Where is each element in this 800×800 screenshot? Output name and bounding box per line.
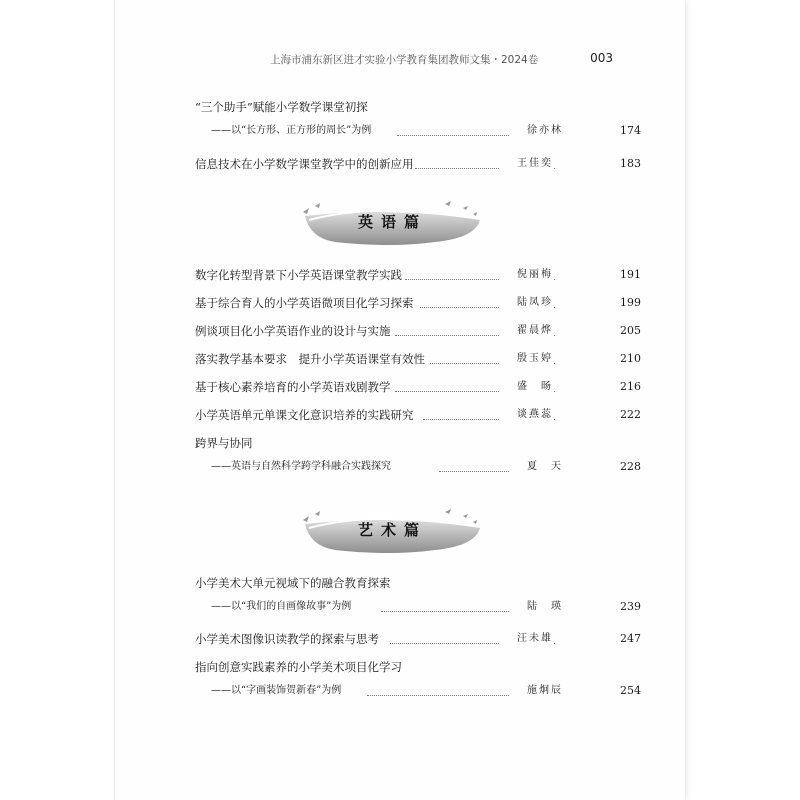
toc-author: 汪未雄 (499, 630, 553, 648)
toc-page: 247 (620, 632, 641, 645)
toc-page: 222 (620, 408, 641, 421)
toc-author: 翟晨烨 (499, 322, 553, 340)
toc-subtitle: ——以“长方形、正方形的周长”为例 (211, 122, 373, 140)
toc-entry (195, 98, 615, 116)
toc-subtitle: ——英语与自然科学跨学科融合实践探究 (211, 458, 393, 476)
toc-page: 210 (620, 352, 641, 365)
toc-page: 191 (620, 268, 641, 281)
header-page-number: 003 (590, 51, 613, 65)
toc-title: 例谈项目化小学英语作业的设计与实施 (195, 324, 391, 338)
toc-entry (211, 598, 641, 616)
toc-title: 信息技术在小学数学课堂教学中的创新应用 (195, 157, 414, 171)
toc-title: 基于核心素养培育的小学英语戏剧教学 (195, 380, 391, 394)
toc-entry (195, 630, 641, 648)
toc-title: 跨界与协同 (195, 436, 253, 450)
table-of-contents (115, 0, 685, 800)
header-title: 上海市浦东新区进才实验小学教育集团教师文集・2024卷 (270, 54, 539, 66)
toc-entry (195, 350, 641, 368)
toc-author: 殷玉婷 (499, 350, 553, 368)
toc-entry (211, 122, 641, 140)
section-banner-art (295, 506, 490, 556)
toc-author: 陆凤珍 (499, 294, 553, 312)
toc-page: 199 (620, 296, 641, 309)
toc-author: 盛 旸 (499, 378, 553, 396)
toc-author: 陆 瑛 (509, 598, 563, 616)
toc-entry (211, 458, 641, 476)
toc-title: 小学英语单元单课文化意识培养的实践研究 (195, 408, 414, 422)
toc-entry (195, 155, 641, 173)
toc-page: 239 (620, 600, 641, 613)
toc-title: 数字化转型背景下小学英语课堂教学实践 (195, 268, 402, 282)
section-title: 艺术篇 (357, 521, 427, 539)
section-banner-english (295, 198, 490, 248)
section-title: 英语篇 (357, 213, 427, 231)
toc-page: 205 (620, 324, 641, 337)
toc-subtitle: ——以“字画装饰贺新春”为例 (211, 682, 343, 700)
toc-page: 254 (620, 684, 641, 697)
toc-entry (195, 406, 641, 424)
toc-subtitle: ——以“我们的自画像故事”为例 (211, 598, 353, 616)
toc-page: 174 (620, 124, 641, 137)
toc-author: 谈燕蕊 (499, 406, 553, 424)
toc-title: 基于综合育人的小学英语微项目化学习探索 (195, 296, 414, 310)
toc-entry (195, 378, 641, 396)
toc-entry (195, 322, 641, 340)
toc-page: 228 (620, 460, 641, 473)
toc-page: 183 (620, 157, 641, 170)
toc-author: 徐亦林 (509, 122, 563, 140)
toc-page: 216 (620, 380, 641, 393)
toc-entry (195, 266, 641, 284)
toc-title: 小学美术图像识读教学的探索与思考 (195, 632, 379, 646)
book-page (115, 0, 685, 800)
toc-title: 落实教学基本要求 提升小学英语课堂有效性 (195, 352, 425, 366)
toc-entry (195, 574, 615, 592)
toc-author: 倪丽梅 (499, 266, 553, 284)
toc-entry (195, 658, 615, 676)
toc-title: 指向创意实践素养的小学美术项目化学习 (195, 660, 402, 674)
toc-entry (195, 434, 615, 452)
toc-author: 夏 天 (509, 458, 563, 476)
toc-author: 王佳奕 (499, 155, 553, 173)
toc-entry (195, 294, 641, 312)
toc-entry (211, 682, 641, 700)
toc-title: 小学美术大单元视域下的融合教育探索 (195, 576, 391, 590)
toc-author: 施炯辰 (509, 682, 563, 700)
toc-title: “三个助手”赋能小学数学课堂初探 (195, 100, 368, 114)
